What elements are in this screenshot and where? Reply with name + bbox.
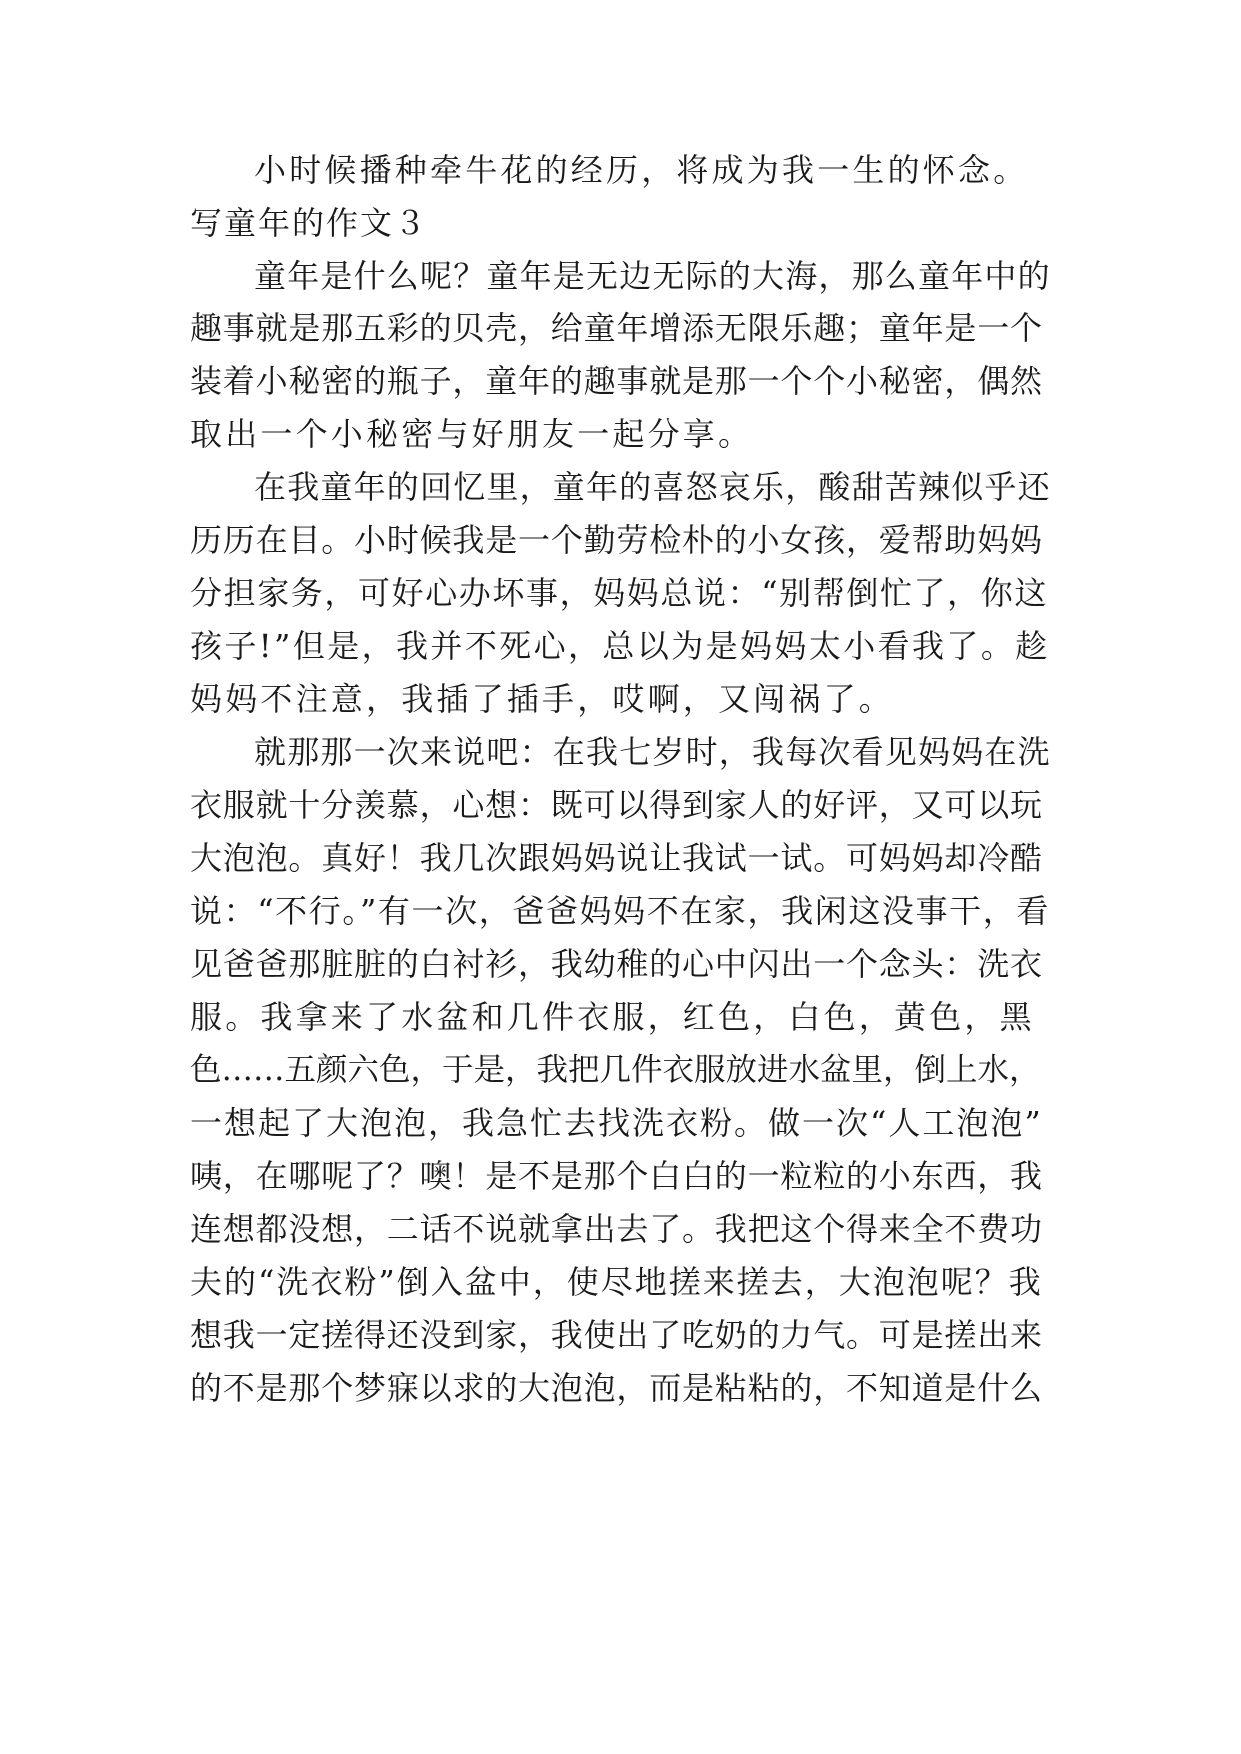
text-line: 的不是那个梦寐以求的大泡泡，而是粘粘的，不知道是什么 xyxy=(190,1369,1043,1407)
text-line: 取出一个小秘密与好朋友一起分享。 xyxy=(190,415,754,453)
text-line: 一想起了大泡泡，我急忙去找洗衣粉。做一次“人工泡泡” xyxy=(190,1104,1043,1142)
text-line: 衣服就十分羡慕，心想：既可以得到家人的好评，又可以玩 xyxy=(190,786,1043,824)
text-line: 妈妈不注意，我插了插手，哎啊，又闯祸了。 xyxy=(190,680,895,718)
text-line: 就那那一次来说吧：在我七岁时，我每次看见妈妈在洗 xyxy=(254,733,1051,771)
text-line: 想我一定搓得还没到家，我使出了吃奶的力气。可是搓出来 xyxy=(190,1316,1043,1354)
text-line: 趣事就是那五彩的贝壳，给童年增添无限乐趣；童年是一个 xyxy=(190,309,1043,347)
text-line: 孩子!”但是，我并不死心，总以为是妈妈太小看我了。趁 xyxy=(190,627,1050,665)
text-line: 连想都没想，二话不说就拿出去了。我把这个得来全不费功 xyxy=(190,1210,1043,1248)
text-line: 服。我拿来了水盆和几件衣服，红色，白色，黄色，黑 xyxy=(190,998,1035,1036)
text-line: 童年是什么呢？童年是无边无际的大海，那么童年中的 xyxy=(254,257,1051,295)
text-line: 分担家务，可好心办坏事，妈妈总说：“别帮倒忙了，你这 xyxy=(190,574,1048,612)
text-line: 装着小秘密的瓶子，童年的趣事就是那一个个小秘密，偶然 xyxy=(190,362,1043,400)
section-title: 写童年的作文３ xyxy=(190,204,429,242)
text-line: 咦，在哪呢了？噢！是不是那个白白的一粒粒的小东西，我 xyxy=(190,1157,1043,1195)
text-line: 夫的“洗衣粉”倒入盆中，使尽地搓来搓去，大泡泡呢？我 xyxy=(190,1263,1043,1301)
text-line: 在我童年的回忆里，童年的喜怒哀乐，酸甜苦辣似乎还 xyxy=(254,468,1051,506)
text-line: 色……五颜六色，于是，我把几件衣服放进水盆里，倒上水， xyxy=(190,1052,1041,1088)
text-line: 小时候播种牵牛花的经历，将成为我一生的怀念。 xyxy=(254,151,1029,189)
text-line: 说：“不行。”有一次，爸爸妈妈不在家，我闲这没事干，看 xyxy=(190,892,1050,930)
text-line: 历历在目。小时候我是一个勤劳检朴的小女孩，爱帮助妈妈 xyxy=(190,521,1043,559)
text-line: 大泡泡。真好！我几次跟妈妈说让我试一试。可妈妈却冷酷 xyxy=(190,839,1043,877)
text-line: 见爸爸那脏脏的白衬衫，我幼稚的心中闪出一个念头：洗衣 xyxy=(190,945,1043,983)
